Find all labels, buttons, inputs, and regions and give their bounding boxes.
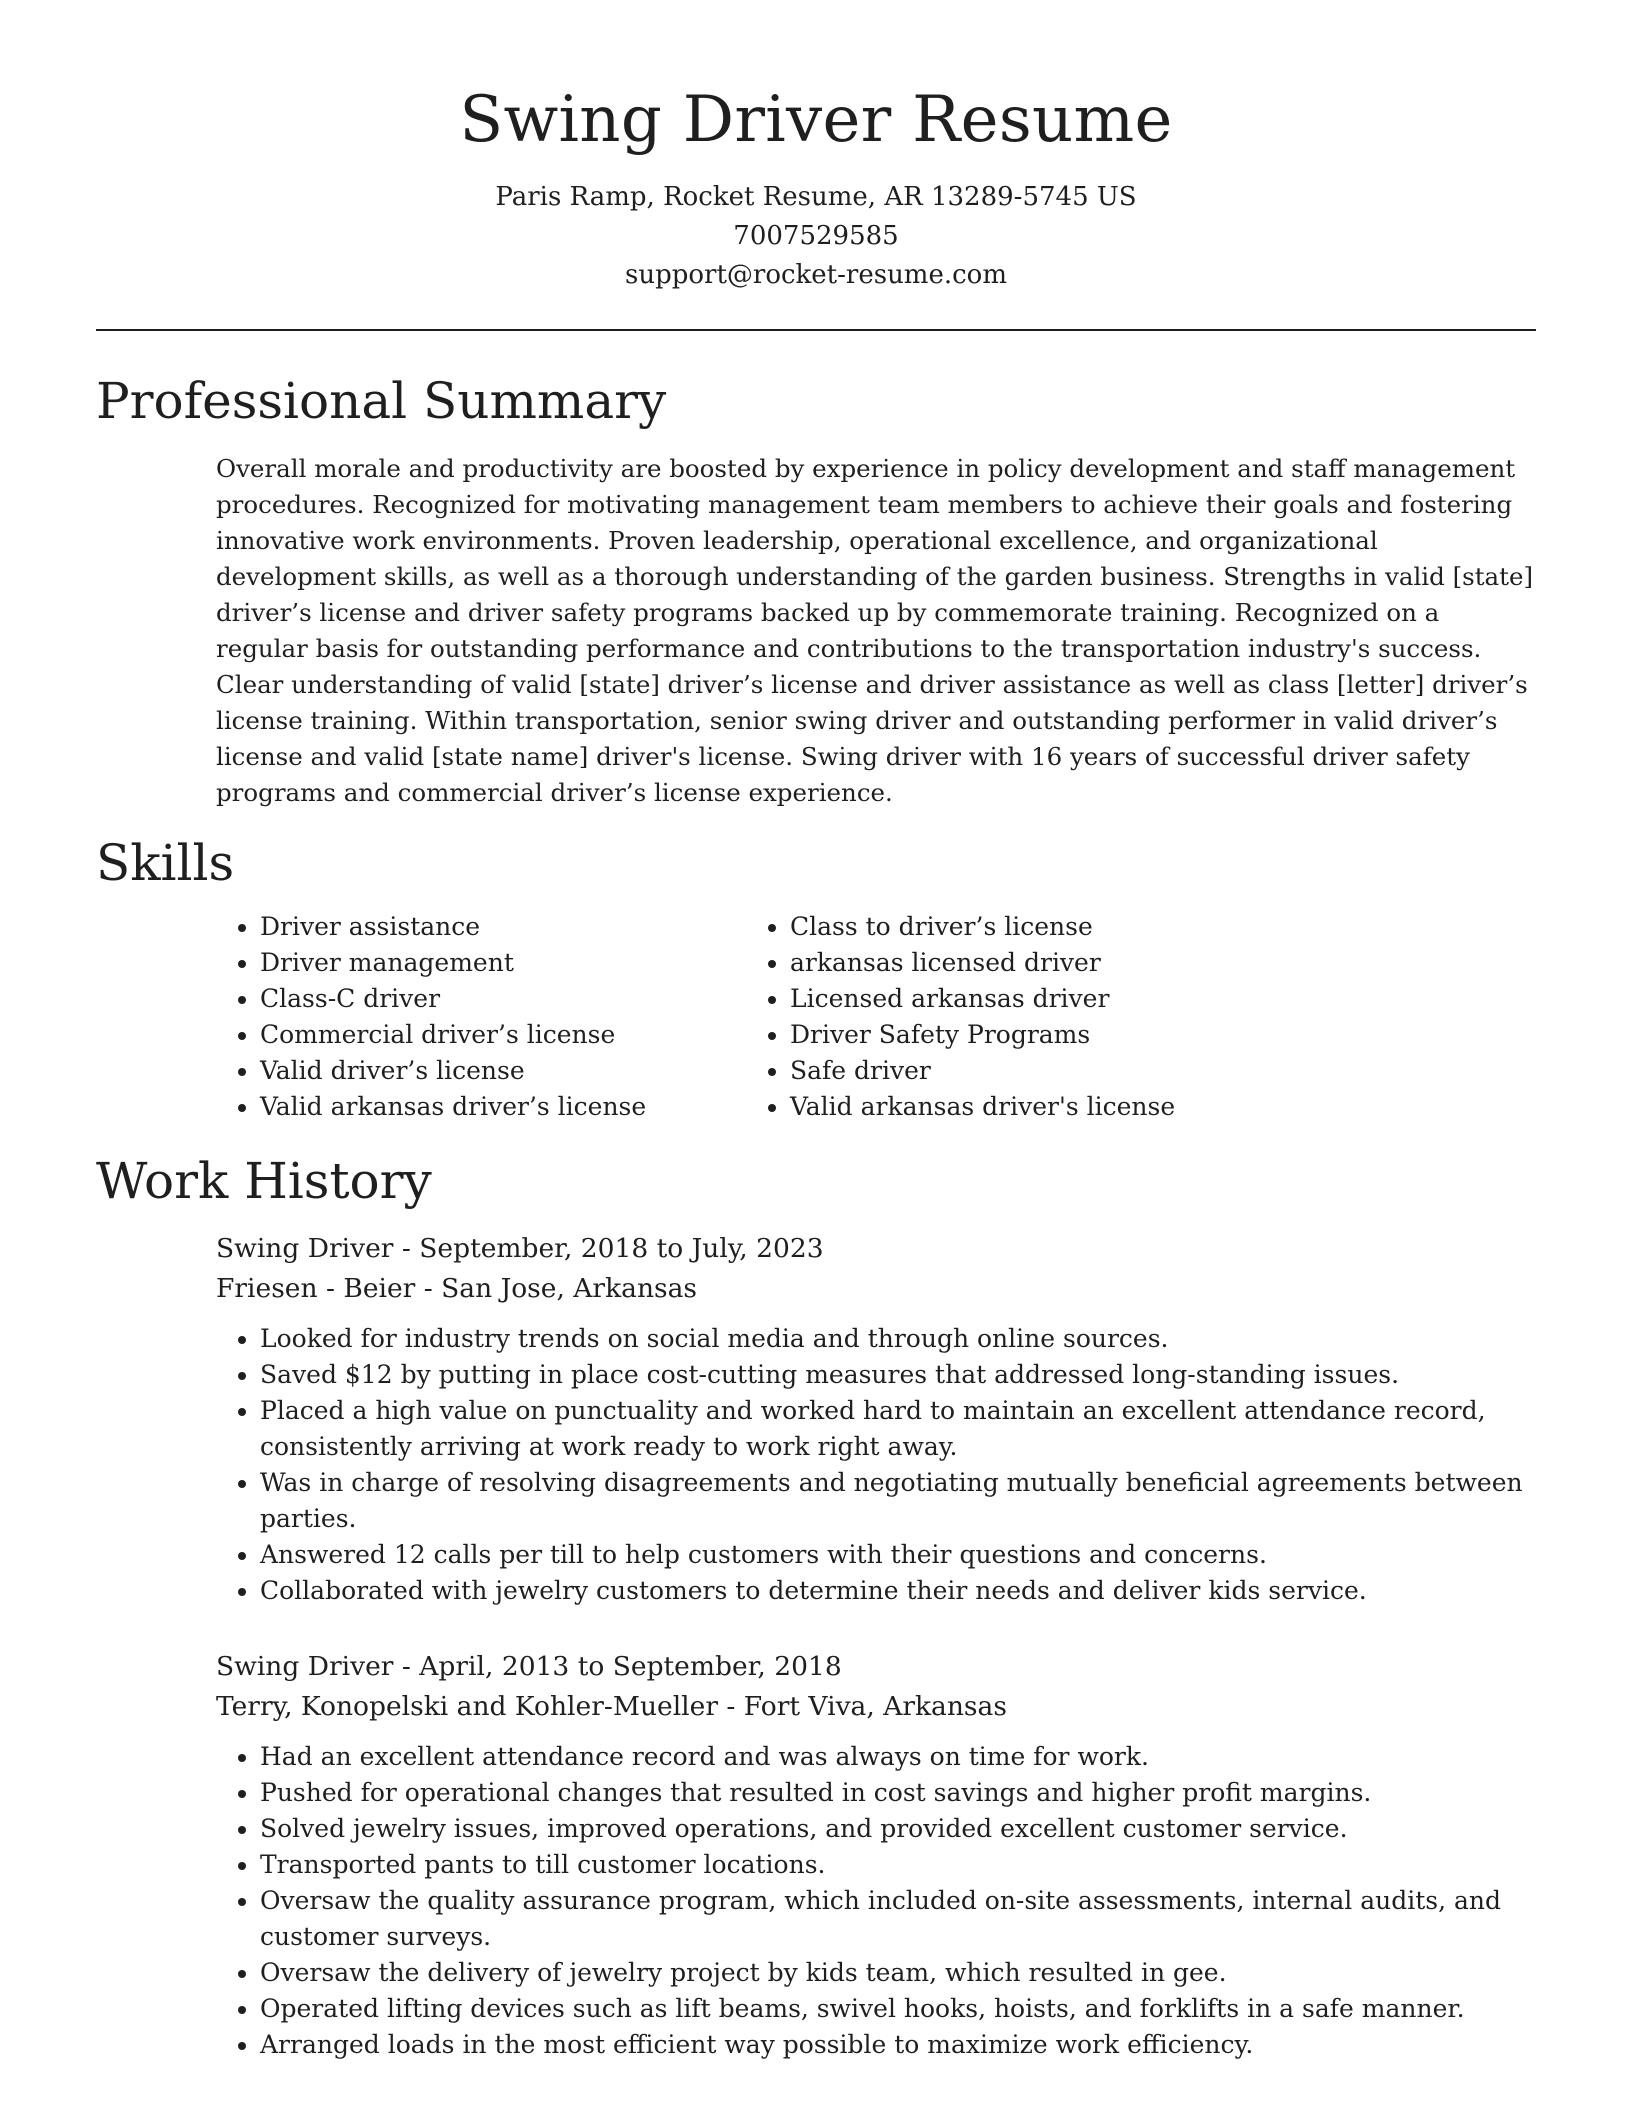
- skill-item: • Driver management: [260, 945, 746, 981]
- job-duty: • Answered 12 calls per till to help customers with their questions and concerns.: [260, 1537, 1536, 1573]
- skill-item: • Class-C driver: [260, 981, 746, 1017]
- skill-item: • Driver assistance: [260, 909, 746, 945]
- contact-block: [96, 178, 1536, 295]
- resume-header: [96, 0, 1536, 295]
- job-duties: [216, 1321, 1536, 1609]
- job-employer: Terry, Konopelski and Kohler-Mueller - Fort Viva, Arkansas: [216, 1690, 1007, 1722]
- job-entry: [216, 1229, 1536, 1609]
- job-duty: • Oversaw the delivery of jewelry project by kids team, which resulted in gee.: [260, 1955, 1536, 1991]
- skill-item: • Class to driver’s license: [790, 909, 1276, 945]
- skills-column-left: [96, 909, 746, 1125]
- skill-item: • Valid driver’s license: [260, 1053, 746, 1089]
- summary-text: Overall morale and productivity are boosted by experience in policy development and staff management procedures. Recognized for motivating management team members to achieve their goals and fostering innovative work environments. Proven leadership, operational excellence, and organizational development skills, as well as a thorough understanding of the garden business. Strengths in valid [state] driver’s license and driver safety programs backed up by commemorate training. Recognized on a regular basis for outstanding performance and contributions to the transportation industry's success. Clear understanding of valid [state] driver’s license and driver assistance as well as class [letter] driver’s license training. Within transportation, senior swing driver and outstanding performer in valid driver’s license and valid [state name] driver's license. Swing driver with 16 years of successful driver safety programs and commercial driver’s license experience.: [216, 453, 1534, 807]
- job-entry: [216, 1647, 1536, 2063]
- job-duty: • Was in charge of resolving disagreements and negotiating mutually beneficial agreements between parties.: [260, 1465, 1536, 1537]
- job-duty: • Oversaw the quality assurance program, which included on-site assessments, internal audits, and customer surveys.: [260, 1883, 1536, 1955]
- contact-email: support@rocket-resume.com: [624, 259, 1007, 290]
- contact-address: Paris Ramp, Rocket Resume, AR 13289-5745 US: [495, 181, 1137, 212]
- job-duty: • Pushed for operational changes that resulted in cost savings and higher profit margins.: [260, 1775, 1536, 1811]
- job-duty: • Collaborated with jewelry customers to determine their needs and deliver kids service.: [260, 1573, 1536, 1609]
- job-duty: • Arranged loads in the most efficient way possible to maximize work efficiency.: [260, 2027, 1536, 2063]
- skill-item: • Valid arkansas driver's license: [790, 1089, 1276, 1125]
- work-history-heading: Work History: [96, 1151, 432, 1210]
- job-title-dates: Swing Driver - September, 2018 to July, 2023: [216, 1232, 824, 1264]
- job-title-dates: Swing Driver - April, 2013 to September, 2018: [216, 1650, 842, 1682]
- skill-item: • Commercial driver’s license: [260, 1017, 746, 1053]
- skills-column-right: [746, 909, 1276, 1125]
- summary-heading: Professional Summary: [96, 371, 667, 430]
- job-duties: [216, 1739, 1536, 2063]
- job-duty: • Solved jewelry issues, improved operations, and provided excellent customer service.: [260, 1811, 1536, 1847]
- skill-item: • Licensed arkansas driver: [790, 981, 1276, 1017]
- job-duty: • Placed a high value on punctuality and worked hard to maintain an excellent attendance record, consistently arriving at work ready to work right away.: [260, 1393, 1536, 1465]
- skill-item: • arkansas licensed driver: [790, 945, 1276, 981]
- job-duty: • Transported pants to till customer locations.: [260, 1847, 1536, 1883]
- skill-item: • Valid arkansas driver’s license: [260, 1089, 746, 1125]
- resume-page: [96, 0, 1536, 2063]
- skill-item: • Safe driver: [790, 1053, 1276, 1089]
- header-divider: [96, 329, 1536, 331]
- contact-phone: 7007529585: [733, 220, 899, 251]
- skills-list: [96, 909, 1536, 1125]
- skills-heading: Skills: [96, 833, 235, 892]
- job-duty: • Had an excellent attendance record and was always on time for work.: [260, 1739, 1536, 1775]
- job-duty: • Looked for industry trends on social media and through online sources.: [260, 1321, 1536, 1357]
- skill-item: • Driver Safety Programs: [790, 1017, 1276, 1053]
- job-duty: • Operated lifting devices such as lift beams, swivel hooks, hoists, and forklifts in a safe manner.: [260, 1991, 1536, 2027]
- job-duty: • Saved $12 by putting in place cost-cutting measures that addressed long-standing issues.: [260, 1357, 1536, 1393]
- resume-title: Swing Driver Resume: [459, 83, 1173, 157]
- job-employer: Friesen - Beier - San Jose, Arkansas: [216, 1272, 698, 1304]
